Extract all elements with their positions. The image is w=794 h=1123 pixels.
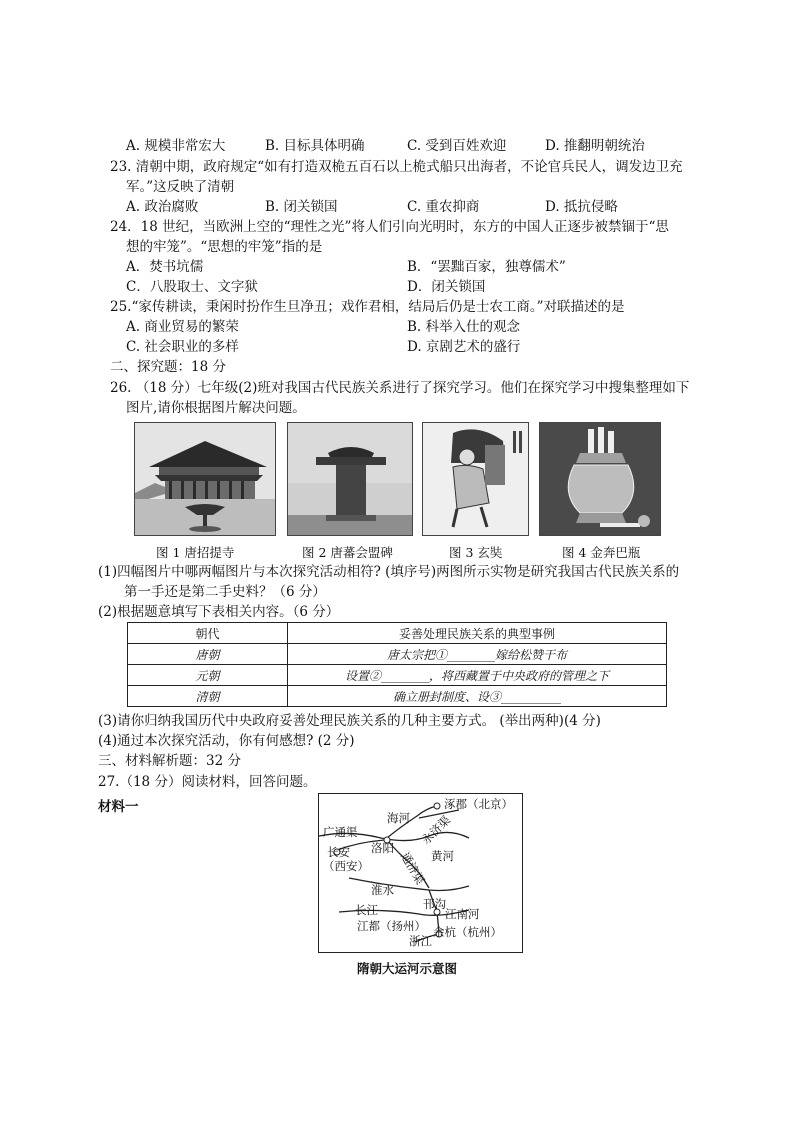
table-cell-example: 唐太宗把①________嫁给松赞干布 [288,644,667,665]
map-label-guangtongqu: 广通渠 [323,825,358,839]
map-label-xian: （西安） [323,859,369,873]
map-label-zhejiang: 浙江 [409,934,432,948]
map-label-luoyang: 洛阳 [371,841,394,855]
q24-stem-line2: 想的牢笼”。“思想的牢笼”指的是 [126,239,323,255]
photo-tang-tibet-alliance-stele [287,422,413,536]
sui-grand-canal-map [318,793,523,953]
q23-stem-line1: 23. 清朝中期，政府规定“如有打造双桅五百石以上桅式船只出海者，不论官兵民人，调发边卫充 [110,159,683,175]
material-1-label: 材料一 [98,799,139,814]
caption-figure-1: 图 1 唐招提寺 [156,545,235,560]
q23-option-c: C. 重农抑商 [407,199,480,215]
q24-option-c: C．八股取士、文字狱 [126,279,258,295]
q25-option-a: A. 商业贸易的繁荣 [126,319,239,335]
map-label-tongjiqu: 通济渠 [397,849,428,887]
q26-sub3: (3)请你归纳我国历代中央政府妥善处理民族关系的几种主要方式。 (举出两种)(4 分) [98,713,601,729]
table-row [128,665,667,686]
q23-option-a: A. 政治腐败 [126,199,199,215]
caption-figure-3: 图 3 玄奘 [449,545,503,560]
q26-sub4: (4)通过本次探究活动，你有何感想? (2 分) [98,733,355,749]
q22-option-d: D. 推翻明朝统治 [545,138,645,154]
map-label-jiangnanhe: 江南河 [445,907,480,921]
map-label-huaishui: 淮水 [371,883,394,897]
table-cell-dynasty: 清朝 [128,686,288,707]
table-row [128,686,667,707]
map-label-yongjiqu: 永济渠 [418,812,454,848]
caption-figure-4: 图 4 金奔巴瓶 [562,545,641,560]
map-label-yuhang: 余杭（杭州） [433,925,502,939]
q22-option-b: B. 目标具体明确 [265,138,365,154]
q23-option-d: D. 抵抗侵略 [545,199,618,215]
q25-option-d: D. 京剧艺术的盛行 [407,339,521,355]
photo-golden-urn [539,422,661,536]
table-row [128,644,667,665]
map-label-changan: 长安 [327,845,350,859]
section-3-heading: 三、材料解析题：32 分 [98,753,241,769]
q23-stem-line2: 军。”这反映了清朝 [126,179,235,195]
map-label-jiangdu: 江都（扬州） [357,919,426,933]
q26-stem-line2: 图片,请你根据图片解决问题。 [126,400,306,416]
caption-figure-2: 图 2 唐蕃会盟碑 [302,545,393,560]
q25-stem: 25.“家传耕读，秉闲时扮作生旦净丑；戏作君相，结局后仍是士农工商。”对联描述的是 [110,299,625,315]
table-cell-example: 确立册封制度、设③__________ [288,686,667,707]
q22-option-c: C. 受到百姓欢迎 [407,138,507,154]
map-label-changjiang: 长江 [355,903,378,917]
photo-tang-zhaoti-temple [134,422,276,536]
table-header-dynasty: 朝代 [128,623,288,644]
q26-stem-line1: 26. （18 分）七年级(2)班对我国古代民族关系进行了探究学习。他们在探究学习中搜集整理如下 [110,380,690,396]
q26-sub1-line2: 第一手还是第二手史料？（6 分） [124,584,326,600]
q26-sub2: (2)根据题意填写下表相关内容。（6 分） [98,604,340,620]
q27-stem: 27.（18 分）阅读材料，回答问题。 [98,774,317,790]
q23-option-b: B. 闭关锁国 [265,199,338,215]
q24-option-d: D．闭关锁国 [407,279,486,295]
section-2-heading: 二、探究题：18 分 [110,359,226,375]
table-cell-dynasty: 元朝 [128,665,288,686]
ethnic-relations-table [127,622,667,707]
photo-xuanzang [422,422,529,536]
table-cell-dynasty: 唐朝 [128,644,288,665]
table-header-row [128,623,667,644]
map-label-huanghe: 黄河 [431,849,454,863]
q22-option-a: A. 规模非常宏大 [126,138,226,154]
q26-sub1-line1: (1)四幅图片中哪两幅图片与本次探究活动相符? (填序号)两图所示实物是研究我国古代民族关系的 [98,564,680,580]
map-label-hangou: 邗沟 [423,897,446,911]
map-label-haihe: 海河 [387,811,410,825]
q24-stem-line1: 24．18 世纪，当欧洲上空的“理性之光”将人们引向光明时，东方的中国人正逐步被禁锢于“思 [110,219,669,235]
map-label-zhuojun: 涿郡（北京） [444,797,513,811]
q25-option-c: C. 社会职业的多样 [126,339,239,355]
q24-option-b: B．“罢黜百家，独尊儒术” [407,259,566,275]
map-caption: 隋朝大运河示意图 [357,962,458,976]
q24-option-a: A．焚书坑儒 [126,259,204,275]
q25-option-b: B. 科举入仕的观念 [407,319,521,335]
table-cell-example: 设置②________，将西藏置于中央政府的管理之下 [288,665,667,686]
table-header-example: 妥善处理民族关系的典型事例 [288,623,667,644]
